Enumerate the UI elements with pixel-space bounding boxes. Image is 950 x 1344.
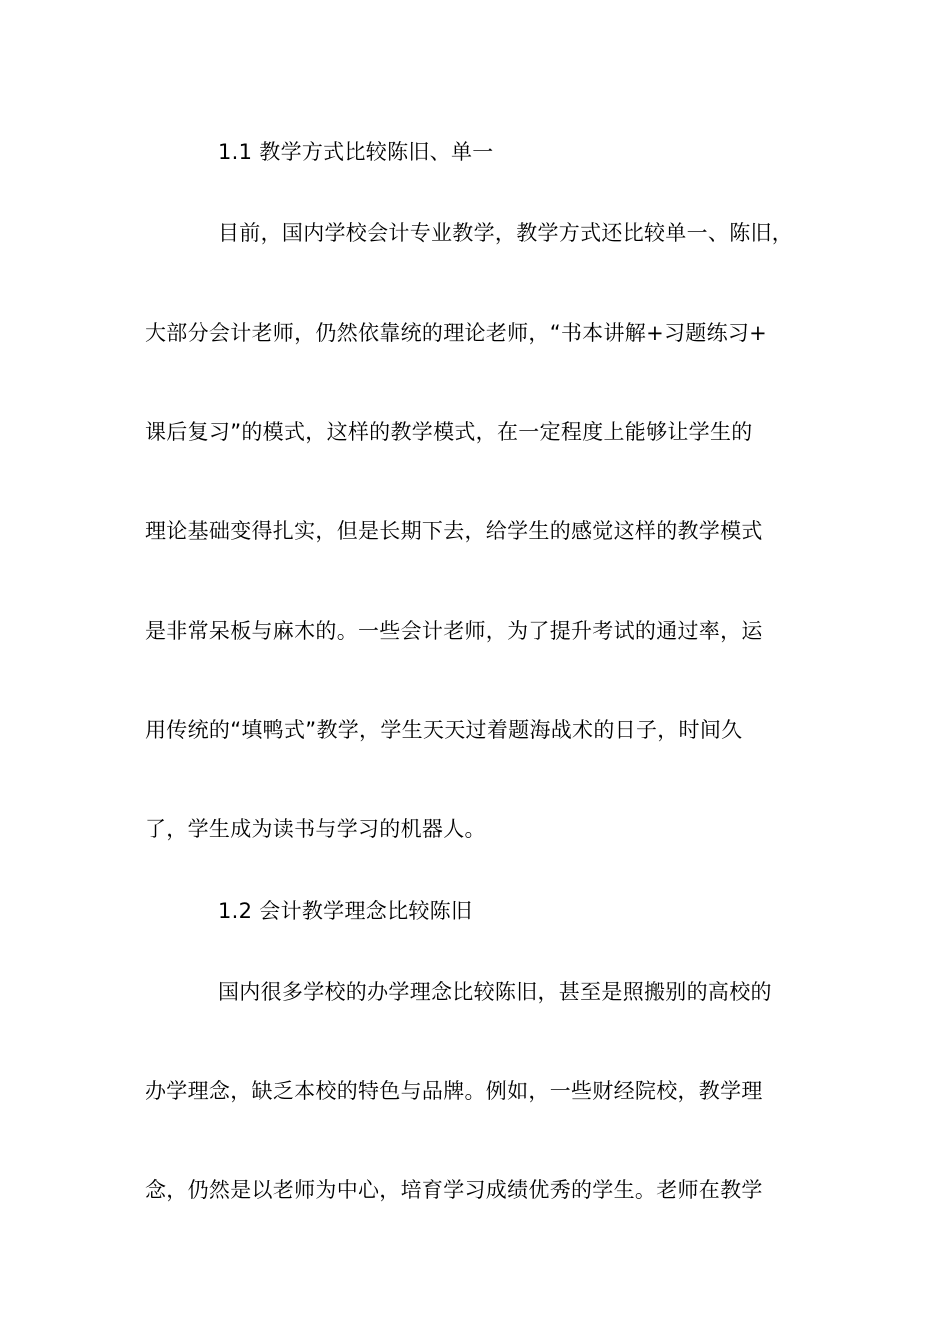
paragraph-line: 目前，国内学校会计专业教学，教学方式还比较单一、陈旧， [218, 221, 794, 245]
section-heading: 1.2 会计教学理念比较陈旧 [218, 899, 473, 923]
paragraph-line: 念，仍然是以老师为中心，培育学习成绩优秀的学生。老师在教学 [145, 1178, 763, 1202]
paragraph-line: 理论基础变得扎实，但是长期下去，给学生的感觉这样的教学模式 [145, 519, 763, 543]
paragraph-line: 国内很多学校的办学理念比较陈旧，甚至是照搬别的高校的 [218, 980, 772, 1004]
paragraph-line: 课后复习”的模式，这样的教学模式，在一定程度上能够让学生的 [145, 420, 753, 444]
paragraph-line: 是非常呆板与麻木的。一些会计老师，为了提升考试的通过率，运 [145, 619, 763, 643]
paragraph-line: 大部分会计老师，仍然依靠统的理论老师，“书本讲解+习题练习+ [145, 321, 768, 345]
paragraph-line: 了，学生成为读书与学习的机器人。 [145, 817, 486, 841]
paragraph-line: 用传统的“填鸭式”教学，学生天天过着题海战术的日子，时间久 [145, 718, 743, 742]
section-heading: 1.1 教学方式比较陈旧、单一 [218, 140, 494, 164]
paragraph-line: 办学理念，缺乏本校的特色与品牌。例如，一些财经院校，教学理 [145, 1079, 763, 1103]
